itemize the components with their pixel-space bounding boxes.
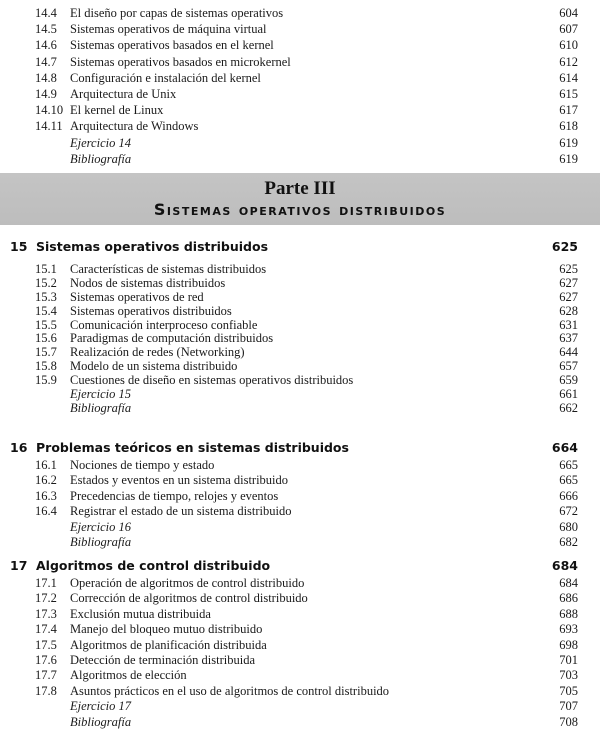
- toc-entry[interactable]: [0, 374, 600, 388]
- toc-entry[interactable]: [0, 607, 600, 622]
- entry-page: 672: [559, 504, 578, 519]
- entry-title: Nodos de sistemas distribuidos: [70, 275, 226, 290]
- toc-entry[interactable]: [0, 622, 600, 637]
- chapter-page: 684: [551, 558, 578, 573]
- entry-title: Arquitectura de Unix: [70, 86, 177, 101]
- entry-title: Exclusión mutua distribuida: [70, 606, 211, 621]
- entry-title: Bibliografía: [70, 400, 132, 415]
- entry-title: Sistemas operativos basados en el kernel: [70, 38, 274, 53]
- toc-entry[interactable]: [0, 473, 600, 488]
- toc-entry[interactable]: [0, 520, 600, 535]
- entry-page: 607: [559, 22, 578, 37]
- entry-page: 604: [559, 6, 578, 20]
- entry-title: Manejo del bloqueo mutuo distribuido: [70, 622, 263, 637]
- entry-title: Bibliografía: [70, 714, 132, 729]
- chapter-heading[interactable]: [0, 237, 600, 257]
- entry-title: Cuestiones de diseño en sistemas operativos distribuidos: [70, 373, 354, 388]
- toc-entry[interactable]: [0, 576, 600, 591]
- entry-page: 615: [559, 86, 578, 101]
- section-14-entries: [0, 5, 600, 167]
- entry-page: 612: [559, 54, 578, 69]
- entry-title: Bibliografía: [70, 534, 132, 549]
- chapter-17-entries: [0, 576, 600, 730]
- entry-page: 662: [559, 400, 578, 415]
- entry-number: 16.1: [35, 458, 57, 472]
- entry-number: 14.6: [35, 38, 57, 53]
- toc-entry[interactable]: [0, 70, 600, 86]
- toc-entry[interactable]: [0, 638, 600, 653]
- entry-page: 686: [559, 591, 578, 606]
- entry-number: 14.5: [35, 22, 57, 37]
- entry-title: Modelo de un sistema distribuido: [70, 359, 238, 374]
- chapter-heading[interactable]: [0, 438, 600, 458]
- entry-title: Precedencias de tiempo, relojes y eventos: [70, 488, 279, 503]
- entry-page: 693: [559, 622, 578, 637]
- entry-page: 617: [559, 103, 578, 118]
- entry-number: 17.4: [35, 622, 57, 637]
- toc-entry[interactable]: [0, 346, 600, 360]
- chapter-16-entries: [0, 458, 600, 550]
- chapter-title: Sistemas operativos distribuidos: [36, 239, 269, 254]
- toc-entry[interactable]: [0, 277, 600, 291]
- entry-page: 666: [559, 488, 578, 503]
- toc-entry[interactable]: [0, 715, 600, 730]
- entry-title: Operación de algoritmos de control distribuido: [70, 576, 305, 590]
- entry-page: 644: [559, 345, 578, 360]
- entry-page: 707: [559, 699, 578, 714]
- entry-title: Algoritmos de elección: [70, 668, 187, 683]
- toc-entry[interactable]: [0, 360, 600, 374]
- entry-number: 15.3: [35, 289, 57, 304]
- entry-title: Ejercicio 17: [70, 699, 131, 714]
- entry-page: 637: [559, 331, 578, 346]
- toc-entry[interactable]: [0, 21, 600, 37]
- toc-entry[interactable]: [0, 535, 600, 550]
- entry-number: 15.5: [35, 317, 57, 332]
- entry-number: 15.8: [35, 359, 57, 374]
- entry-page: 701: [559, 652, 578, 667]
- entry-page: 665: [559, 458, 578, 472]
- entry-number: 14.4: [35, 6, 57, 20]
- toc-entry[interactable]: [0, 86, 600, 102]
- entry-page: 661: [559, 387, 578, 402]
- entry-title: Bibliografía: [70, 151, 132, 166]
- entry-page: 628: [559, 303, 578, 318]
- entry-number: 14.8: [35, 70, 57, 85]
- entry-number: 15.4: [35, 303, 57, 318]
- entry-title: Estados y eventos en un sistema distribuido: [70, 473, 289, 488]
- toc-entry[interactable]: [0, 263, 600, 277]
- entry-page: 614: [559, 70, 578, 85]
- entry-title: Comunicación interproceso confiable: [70, 317, 258, 332]
- entry-page: 618: [559, 119, 578, 134]
- entry-title: Sistemas operativos basados en microkernel: [70, 54, 291, 69]
- entry-page: 619: [559, 151, 578, 166]
- entry-number: 15.1: [35, 262, 57, 276]
- entry-number: 14.10: [35, 103, 64, 118]
- entry-title: Características de sistemas distribuidos: [70, 262, 267, 276]
- toc-entry[interactable]: [0, 37, 600, 53]
- entry-title: El kernel de Linux: [70, 103, 164, 118]
- toc-entry[interactable]: [0, 458, 600, 473]
- entry-number: 15.9: [35, 373, 57, 388]
- entry-page: 665: [559, 473, 578, 488]
- entry-title: El diseño por capas de sistemas operativos: [70, 6, 284, 20]
- entry-title: Configuración e instalación del kernel: [70, 70, 261, 85]
- entry-title: Paradigmas de computación distribuidos: [70, 331, 274, 346]
- entry-title: Sistemas operativos de máquina virtual: [70, 22, 267, 37]
- entry-number: 17.6: [35, 652, 57, 667]
- chapter-title: Problemas teóricos en sistemas distribuidos: [36, 440, 349, 455]
- entry-page: 610: [559, 38, 578, 53]
- toc-entry[interactable]: [0, 5, 600, 21]
- toc-entry[interactable]: [0, 591, 600, 606]
- entry-number: 16.3: [35, 488, 57, 503]
- toc-entry[interactable]: [0, 305, 600, 319]
- toc-entry[interactable]: [0, 699, 600, 714]
- entry-title: Realización de redes (Networking): [70, 345, 245, 360]
- entry-title: Arquitectura de Windows: [70, 119, 199, 134]
- chapter-number: 16: [10, 440, 28, 455]
- part-banner: [0, 173, 600, 225]
- entry-page: 688: [559, 606, 578, 621]
- entry-number: 17.1: [35, 576, 57, 590]
- entry-page: 708: [559, 714, 578, 729]
- entry-number: 15.2: [35, 275, 57, 290]
- toc-entry[interactable]: [0, 135, 600, 151]
- entry-number: 16.4: [35, 504, 57, 519]
- entry-number: 14.9: [35, 86, 57, 101]
- entry-title: Detección de terminación distribuida: [70, 652, 256, 667]
- entry-page: 703: [559, 668, 578, 683]
- entry-page: 682: [559, 534, 578, 549]
- entry-page: 659: [559, 373, 578, 388]
- entry-number: 14.7: [35, 54, 57, 69]
- entry-page: 627: [559, 275, 578, 290]
- entry-number: 17.5: [35, 637, 57, 652]
- entry-number: 14.11: [35, 119, 63, 134]
- entry-page: 631: [559, 317, 578, 332]
- toc-entry[interactable]: [0, 653, 600, 668]
- entry-title: Nociones de tiempo y estado: [70, 458, 215, 472]
- part-label: Parte III: [264, 178, 336, 199]
- entry-title: Algoritmos de planificación distribuida: [70, 637, 267, 652]
- toc-entry[interactable]: [0, 102, 600, 118]
- toc-entry[interactable]: [0, 489, 600, 504]
- chapter-page: 625: [551, 239, 578, 254]
- toc-entry[interactable]: [0, 319, 600, 333]
- entry-page: 627: [559, 289, 578, 304]
- entry-number: 17.2: [35, 591, 57, 606]
- toc-entry[interactable]: [0, 402, 600, 416]
- toc-entry[interactable]: [0, 291, 600, 305]
- toc-entry[interactable]: [0, 54, 600, 70]
- entry-page: 625: [559, 262, 578, 276]
- entry-page: 619: [559, 135, 578, 150]
- chapter-number: 15: [10, 239, 28, 254]
- chapter-heading[interactable]: [0, 556, 600, 576]
- entry-number: 15.6: [35, 331, 57, 346]
- toc-entry[interactable]: [0, 388, 600, 402]
- entry-number: 15.7: [35, 345, 57, 360]
- toc-entry[interactable]: [0, 668, 600, 683]
- entry-page: 705: [559, 683, 578, 698]
- entry-title: Corrección de algoritmos de control distribuido: [70, 591, 308, 606]
- entry-page: 698: [559, 637, 578, 652]
- entry-page: 684: [559, 576, 578, 590]
- entry-title: Sistemas operativos de red: [70, 289, 204, 304]
- chapter-page: 664: [551, 440, 578, 455]
- entry-page: 657: [559, 359, 578, 374]
- toc-entry[interactable]: [0, 684, 600, 699]
- toc-entry[interactable]: [0, 118, 600, 134]
- entry-page: 680: [559, 519, 578, 534]
- entry-number: 16.2: [35, 473, 57, 488]
- toc-entry[interactable]: [0, 332, 600, 346]
- entry-title: Sistemas operativos distribuidos: [70, 303, 232, 318]
- entry-number: 17.3: [35, 606, 57, 621]
- toc-entry[interactable]: [0, 151, 600, 167]
- chapter-number: 17: [10, 558, 28, 573]
- entry-number: 17.7: [35, 668, 57, 683]
- entry-title: Ejercicio 16: [70, 519, 131, 534]
- entry-title: Registrar el estado de un sistema distribuido: [70, 504, 292, 519]
- chapter-title: Algoritmos de control distribuido: [36, 558, 271, 573]
- entry-title: Ejercicio 15: [70, 387, 131, 402]
- entry-title: Ejercicio 14: [70, 135, 131, 150]
- part-title: Sistemas operativos distribuidos: [153, 200, 447, 219]
- toc-entry[interactable]: [0, 504, 600, 519]
- chapter-15-entries: [0, 263, 600, 416]
- entry-title: Asuntos prácticos en el uso de algoritmos de control distribuido: [70, 683, 390, 698]
- entry-number: 17.8: [35, 683, 57, 698]
